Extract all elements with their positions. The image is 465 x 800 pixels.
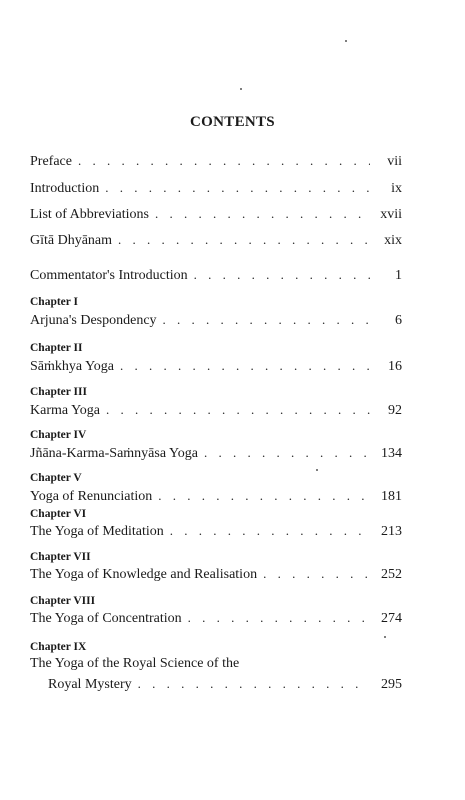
dot-leader: [158, 488, 370, 504]
toc-entry-label: List of Abbreviations: [30, 207, 149, 222]
toc-entry-gita-dhyanam: [30, 232, 402, 249]
dot-leader: [138, 676, 370, 692]
toc-entry-label: The Yoga of Meditation: [30, 524, 164, 539]
toc-entry-page: 6: [395, 313, 402, 328]
chapter-heading: Chapter VIII: [30, 595, 96, 607]
toc-entry-preface: [30, 153, 402, 170]
dot-leader: [120, 358, 370, 374]
toc-chapter-entry: [30, 358, 402, 375]
dot-leader: [78, 153, 370, 169]
toc-entry-label: Sāṁkhya Yoga: [30, 359, 115, 374]
toc-entry-page: 134: [381, 446, 402, 461]
dot-leader: [204, 445, 370, 461]
toc-entry-label: Karma Yoga: [30, 403, 100, 418]
toc-chapter-title-line: The Yoga of the Royal Science of the: [30, 656, 240, 671]
toc-entry-label: Jñāna-Karma-Saṁnyāsa Yoga: [30, 446, 198, 461]
chapter-heading: Chapter VI: [30, 508, 87, 520]
chapter-heading: Chapter II: [30, 342, 83, 354]
toc-entry-page: xvii: [380, 207, 402, 222]
dot-leader: [194, 267, 370, 283]
dot-leader: [163, 312, 370, 328]
toc-entry-label: Introduction: [30, 181, 100, 196]
toc-entry-page: 274: [381, 611, 402, 626]
toc-entry-label: Yoga of Renunciation: [30, 489, 153, 504]
toc-entry-page: 16: [388, 359, 402, 374]
toc-entry-page: 252: [381, 567, 402, 582]
scan-speck: [345, 40, 347, 42]
toc-entry-page: 213: [381, 524, 402, 539]
toc-entry-label: Gītā Dhyānam: [30, 233, 113, 248]
chapter-heading: Chapter IX: [30, 641, 87, 653]
dot-leader: [155, 206, 370, 222]
toc-entry-abbreviations: [30, 206, 402, 223]
toc-chapter-entry: [30, 312, 402, 329]
chapter-heading: Chapter IV: [30, 429, 87, 441]
chapter-heading: Chapter I: [30, 296, 79, 308]
chapter-heading: Chapter III: [30, 386, 87, 398]
scan-speck: [316, 469, 318, 471]
dot-leader: [118, 232, 370, 248]
toc-entry-label: Arjuna's Despondency: [30, 313, 157, 328]
toc-entry-label: The Yoga of Knowledge and Realisation: [30, 567, 258, 582]
dot-leader: [188, 610, 370, 626]
toc-entry-page: vii: [387, 154, 402, 169]
toc-entry-label: Royal Mystery: [48, 677, 132, 692]
toc-chapter-entry: [30, 488, 402, 505]
chapter-heading: Chapter VII: [30, 551, 91, 563]
toc-chapter-entry: [48, 676, 402, 693]
toc-chapter-entry: [30, 610, 402, 627]
toc-entry-label: The Yoga of Concentration: [30, 611, 182, 626]
toc-chapter-entry: [30, 523, 402, 540]
toc-entry-label: Commentator's Introduction: [30, 268, 188, 283]
toc-entry-page: ix: [391, 181, 402, 196]
dot-leader: [106, 402, 370, 418]
chapter-heading: Chapter V: [30, 472, 82, 484]
toc-entry-page: xix: [384, 233, 402, 248]
scan-speck: [240, 88, 242, 90]
toc-chapter-entry: [30, 402, 402, 419]
dot-leader: [263, 566, 370, 582]
toc-entry-page: 1: [395, 268, 402, 283]
toc-entry-introduction: [30, 180, 402, 197]
dot-leader: [170, 523, 370, 539]
toc-chapter-entry: [30, 566, 402, 583]
toc-entry-page: 181: [381, 489, 402, 504]
dot-leader: [105, 180, 370, 196]
toc-entry-page: 92: [388, 403, 402, 418]
scan-speck: [384, 636, 386, 638]
toc-entry-label: Preface: [30, 154, 72, 169]
toc-chapter-entry: [30, 445, 402, 462]
toc-entry-page: 295: [381, 677, 402, 692]
page-title: CONTENTS: [190, 114, 275, 130]
toc-entry-commentator-introduction: [30, 267, 402, 284]
